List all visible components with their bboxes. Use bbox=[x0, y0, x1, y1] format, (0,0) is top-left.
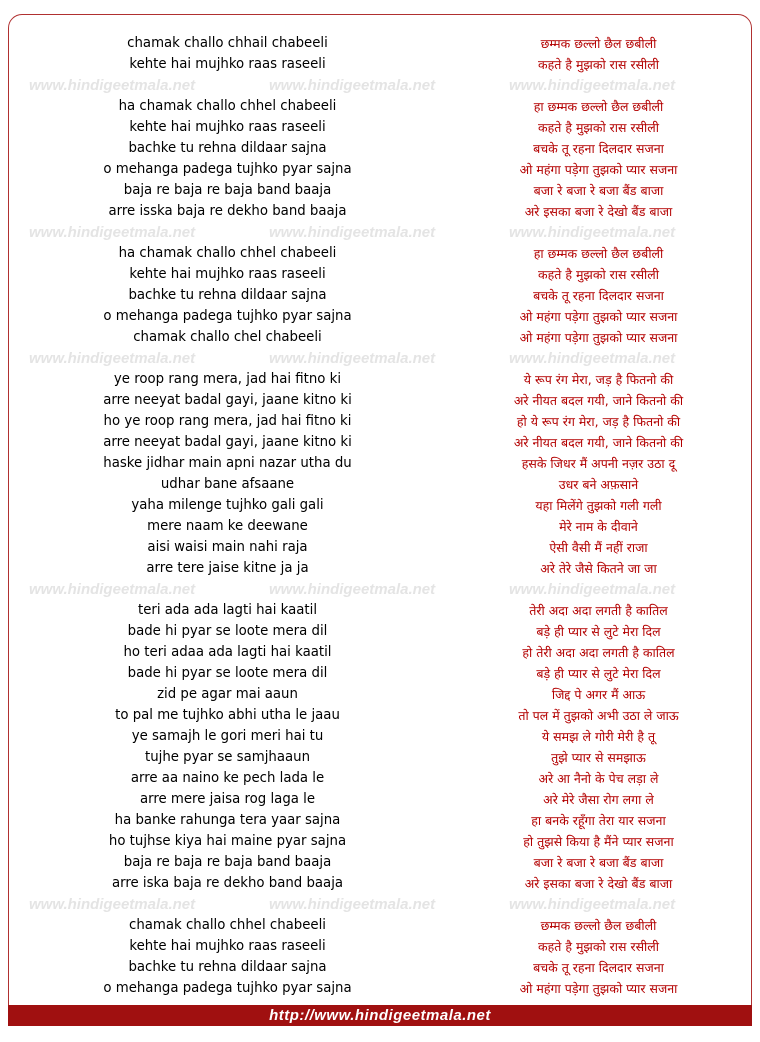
lyric-english: kehte hai mujhko raas raseeli bbox=[129, 119, 326, 135]
lyric-hindi: कहते है मुझको रास रसीली bbox=[538, 267, 659, 282]
lyric-hindi: ओ महंगा पड़ेगा तुझको प्यार सजना bbox=[519, 162, 678, 177]
lyric-stanza bbox=[9, 96, 751, 222]
lyric-hindi: कहते है मुझको रास रसीली bbox=[538, 120, 659, 135]
lyric-line bbox=[9, 474, 751, 495]
lyric-hindi: अरे आ नैनो के पेच लड़ा ले bbox=[538, 771, 659, 786]
lyric-english: chamak challo chel chabeeli bbox=[133, 329, 322, 345]
lyric-stanza bbox=[9, 600, 751, 894]
lyric-english: chamak challo chhel chabeeli bbox=[129, 917, 326, 933]
lyric-line bbox=[9, 306, 751, 327]
lyric-line bbox=[9, 516, 751, 537]
lyric-line bbox=[9, 264, 751, 285]
lyric-line bbox=[9, 957, 751, 978]
lyric-hindi: हो ये रूप रंग मेरा, जड़ है फितनो की bbox=[516, 414, 681, 429]
lyric-hindi: हो तेरी अदा अदा लगती है कातिल bbox=[522, 645, 675, 660]
lyric-english: kehte hai mujhko raas raseeli bbox=[129, 56, 326, 72]
lyric-hindi: बजा रे बजा रे बजा बैंड बाजा bbox=[533, 855, 664, 870]
lyric-line bbox=[9, 936, 751, 957]
lyric-english: bachke tu rehna dildaar sajna bbox=[128, 959, 327, 975]
watermark-text: www.hindigeetmala.net bbox=[269, 581, 436, 598]
lyric-line bbox=[9, 453, 751, 474]
watermark-text: www.hindigeetmala.net bbox=[29, 896, 196, 913]
watermark-text: www.hindigeetmala.net bbox=[29, 581, 196, 598]
lyric-line bbox=[9, 390, 751, 411]
watermark-row bbox=[9, 348, 751, 369]
watermark-row bbox=[9, 894, 751, 915]
lyric-english: bachke tu rehna dildaar sajna bbox=[128, 140, 327, 156]
lyric-line bbox=[9, 978, 751, 999]
lyric-line bbox=[9, 495, 751, 516]
lyric-line bbox=[9, 117, 751, 138]
lyric-hindi: बजा रे बजा रे बजा बैंड बाजा bbox=[533, 183, 664, 198]
lyric-line bbox=[9, 54, 751, 75]
lyric-hindi: अरे इसका बजा रे देखो बैंड बाजा bbox=[524, 204, 673, 219]
footer-bar bbox=[8, 1005, 752, 1026]
lyric-hindi: उधर बने अफ़साने bbox=[558, 477, 639, 492]
lyric-english: o mehanga padega tujhko pyar sajna bbox=[103, 980, 352, 996]
lyric-line bbox=[9, 201, 751, 222]
watermark-text: www.hindigeetmala.net bbox=[29, 350, 196, 367]
lyric-english: arre aa naino ke pech lada le bbox=[130, 770, 325, 786]
footer-url[interactable]: http://www.hindigeetmala.net bbox=[269, 1007, 491, 1024]
lyric-line bbox=[9, 243, 751, 264]
lyric-english: arre isska baja re dekho band baaja bbox=[108, 203, 347, 219]
lyric-hindi: हसके जिधर मैं अपनी नज़र उठा दू bbox=[521, 456, 676, 471]
lyric-line bbox=[9, 600, 751, 621]
lyric-line bbox=[9, 726, 751, 747]
lyric-english: baja re baja re baja band baaja bbox=[123, 182, 332, 198]
lyric-line bbox=[9, 159, 751, 180]
lyric-hindi: ये रूप रंग मेरा, जड़ है फितनो की bbox=[523, 372, 674, 387]
lyric-line bbox=[9, 642, 751, 663]
watermark-text: www.hindigeetmala.net bbox=[509, 350, 676, 367]
lyric-english: mere naam ke deewane bbox=[147, 518, 308, 534]
lyric-hindi: तेरी अदा अदा लगती है कातिल bbox=[529, 603, 668, 618]
lyric-line bbox=[9, 537, 751, 558]
lyric-stanza bbox=[9, 915, 751, 999]
lyric-hindi: हा बनके रहूँगा तेरा यार सजना bbox=[531, 813, 666, 828]
lyric-english: kehte hai mujhko raas raseeli bbox=[129, 266, 326, 282]
lyric-hindi: ऐसी वैसी मैं नहीं राजा bbox=[549, 540, 648, 555]
lyric-line bbox=[9, 621, 751, 642]
lyric-line bbox=[9, 96, 751, 117]
watermark-row bbox=[9, 579, 751, 600]
lyric-english: arre mere jaisa rog laga le bbox=[139, 791, 316, 807]
lyric-hindi: बड़े ही प्यार से लुटे मेरा दिल bbox=[536, 624, 661, 639]
lyric-hindi: अरे इसका बजा रे देखो बैंड बाजा bbox=[524, 876, 673, 891]
lyric-english: kehte hai mujhko raas raseeli bbox=[129, 938, 326, 954]
lyric-line bbox=[9, 285, 751, 306]
lyric-stanza bbox=[9, 369, 751, 579]
lyric-english: haske jidhar main apni nazar utha du bbox=[103, 455, 352, 471]
lyric-line bbox=[9, 663, 751, 684]
lyric-hindi: अरे नीयत बदल गयी, जाने कितनो की bbox=[513, 435, 684, 450]
watermark-text: www.hindigeetmala.net bbox=[509, 581, 676, 598]
watermark-text: www.hindigeetmala.net bbox=[509, 896, 676, 913]
lyric-english: to pal me tujhko abhi utha le jaau bbox=[115, 707, 340, 723]
lyric-english: arre iska baja re dekho band baaja bbox=[111, 875, 344, 891]
lyric-line bbox=[9, 852, 751, 873]
lyric-english: bachke tu rehna dildaar sajna bbox=[128, 287, 327, 303]
lyric-hindi: बड़े ही प्यार से लुटे मेरा दिल bbox=[536, 666, 661, 681]
lyric-english: yaha milenge tujhko gali gali bbox=[131, 497, 324, 513]
lyric-english: ye samajh le gori meri hai tu bbox=[131, 728, 324, 744]
lyric-english: udhar bane afsaane bbox=[160, 476, 295, 492]
lyric-line bbox=[9, 768, 751, 789]
lyric-line bbox=[9, 138, 751, 159]
lyric-line bbox=[9, 810, 751, 831]
lyric-english: ho teri adaa ada lagti hai kaatil bbox=[123, 644, 332, 660]
lyric-hindi: बचके तू रहना दिलदार सजना bbox=[533, 141, 664, 156]
watermark-text: www.hindigeetmala.net bbox=[269, 224, 436, 241]
lyric-hindi: हा छम्मक छल्लो छैल छबीली bbox=[533, 246, 664, 261]
lyric-english: bade hi pyar se loote mera dil bbox=[127, 665, 328, 681]
lyric-hindi: अरे नीयत बदल गयी, जाने कितनो की bbox=[513, 393, 684, 408]
lyric-hindi: अरे मेरे जैसा रोग लगा ले bbox=[543, 792, 654, 807]
lyric-english: ha chamak challo chhel chabeeli bbox=[118, 98, 337, 114]
lyric-hindi: तुझे प्यार से समझाऊ bbox=[551, 750, 646, 765]
lyric-line bbox=[9, 747, 751, 768]
lyric-english: tujhe pyar se samjhaaun bbox=[144, 749, 311, 765]
watermark-text: www.hindigeetmala.net bbox=[29, 77, 196, 94]
lyric-line bbox=[9, 432, 751, 453]
lyric-line bbox=[9, 789, 751, 810]
lyric-hindi: तो पल में तुझको अभी उठा ले जाऊ bbox=[518, 708, 679, 723]
lyric-english: ha banke rahunga tera yaar sajna bbox=[114, 812, 341, 828]
lyric-line bbox=[9, 327, 751, 348]
lyric-hindi: अरे तेरे जैसे कितने जा जा bbox=[540, 561, 657, 576]
lyric-hindi: यहा मिलेंगे तुझको गली गली bbox=[535, 498, 662, 513]
lyric-line bbox=[9, 684, 751, 705]
lyric-english: ye roop rang mera, jad hai fitno ki bbox=[113, 371, 342, 387]
lyric-hindi: ओ महंगा पड़ेगा तुझको प्यार सजना bbox=[519, 330, 678, 345]
lyric-english: o mehanga padega tujhko pyar sajna bbox=[103, 308, 352, 324]
lyric-hindi: हा छम्मक छल्लो छैल छबीली bbox=[533, 99, 664, 114]
lyric-line bbox=[9, 411, 751, 432]
lyric-english: baja re baja re baja band baaja bbox=[123, 854, 332, 870]
watermark-text: www.hindigeetmala.net bbox=[29, 224, 196, 241]
lyric-hindi: कहते है मुझको रास रसीली bbox=[538, 939, 659, 954]
lyric-hindi: कहते है मुझको रास रसीली bbox=[538, 57, 659, 72]
watermark-text: www.hindigeetmala.net bbox=[509, 77, 676, 94]
watermark-text: www.hindigeetmala.net bbox=[269, 350, 436, 367]
lyric-english: o mehanga padega tujhko pyar sajna bbox=[103, 161, 352, 177]
lyric-hindi: ये समझ ले गोरी मेरी है तू bbox=[541, 729, 656, 744]
lyric-english: bade hi pyar se loote mera dil bbox=[127, 623, 328, 639]
lyric-line bbox=[9, 915, 751, 936]
lyric-hindi: छम्मक छल्लो छैल छबीली bbox=[540, 36, 657, 51]
lyric-line bbox=[9, 873, 751, 894]
lyric-stanza bbox=[9, 243, 751, 348]
lyric-english: ho tujhse kiya hai maine pyar sajna bbox=[108, 833, 347, 849]
lyric-hindi: जिद्द पे अगर मैं आऊ bbox=[551, 687, 646, 702]
lyric-english: arre tere jaise kitne ja ja bbox=[146, 560, 309, 576]
lyrics-content bbox=[9, 15, 751, 999]
watermark-text: www.hindigeetmala.net bbox=[509, 224, 676, 241]
lyric-english: ha chamak challo chhel chabeeli bbox=[118, 245, 337, 261]
lyric-english: ho ye roop rang mera, jad hai fitno ki bbox=[103, 413, 352, 429]
lyric-english: aisi waisi main nahi raja bbox=[147, 539, 308, 555]
lyric-hindi: हो तुझसे किया है मैंने प्यार सजना bbox=[523, 834, 674, 849]
lyric-line bbox=[9, 180, 751, 201]
lyric-hindi: ओ महंगा पड़ेगा तुझको प्यार सजना bbox=[519, 981, 678, 996]
watermark-row bbox=[9, 75, 751, 96]
watermark-text: www.hindigeetmala.net bbox=[269, 896, 436, 913]
lyric-line bbox=[9, 369, 751, 390]
lyric-line bbox=[9, 558, 751, 579]
lyric-line bbox=[9, 831, 751, 852]
lyric-english: chamak challo chhail chabeeli bbox=[127, 35, 328, 51]
lyric-english: zid pe agar mai aaun bbox=[157, 686, 298, 702]
lyric-line bbox=[9, 33, 751, 54]
lyric-stanza bbox=[9, 33, 751, 75]
lyric-hindi: बचके तू रहना दिलदार सजना bbox=[533, 960, 664, 975]
watermark-text: www.hindigeetmala.net bbox=[269, 77, 436, 94]
lyric-hindi: छम्मक छल्लो छैल छबीली bbox=[540, 918, 657, 933]
lyric-english: arre neeyat badal gayi, jaane kitno ki bbox=[103, 392, 352, 408]
lyric-hindi: बचके तू रहना दिलदार सजना bbox=[533, 288, 664, 303]
lyric-hindi: मेरे नाम के दीवाने bbox=[559, 519, 638, 534]
lyric-hindi: ओ महंगा पड़ेगा तुझको प्यार सजना bbox=[519, 309, 678, 324]
lyric-english: teri ada ada lagti hai kaatil bbox=[137, 602, 318, 618]
lyric-english: arre neeyat badal gayi, jaane kitno ki bbox=[103, 434, 352, 450]
watermark-row bbox=[9, 222, 751, 243]
lyric-line bbox=[9, 705, 751, 726]
lyrics-frame bbox=[8, 14, 752, 1026]
